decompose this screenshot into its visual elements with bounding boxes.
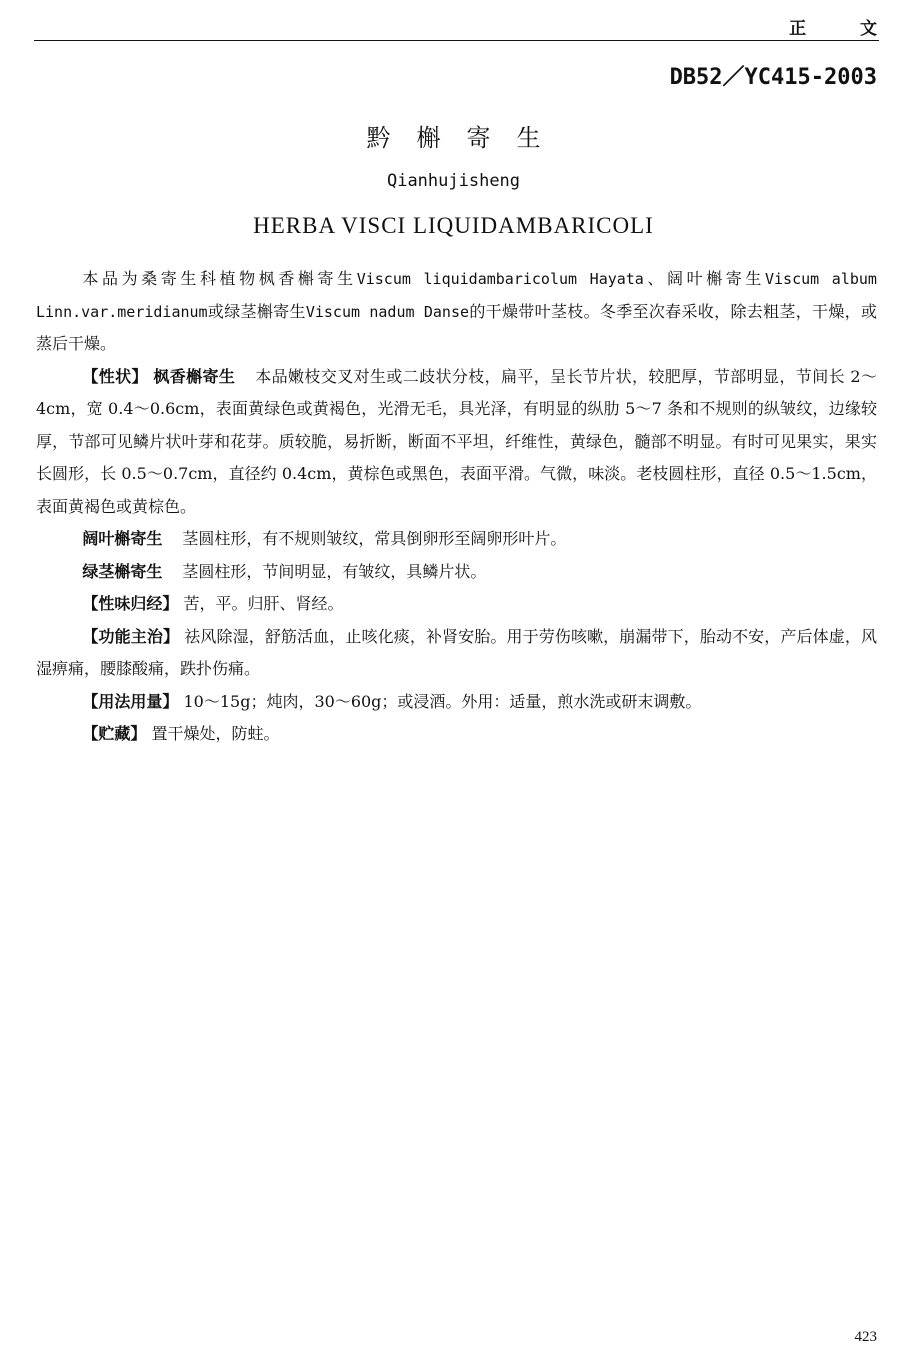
- storage-text: 置干燥处，防蛀。: [151, 724, 280, 743]
- broadleaf-paragraph: [36, 523, 877, 556]
- intro-text-2: 、阔叶槲寄生: [643, 269, 765, 288]
- greenstem-paragraph: [36, 556, 877, 589]
- characters-term: 枫香槲寄生: [153, 366, 236, 386]
- monograph-body: [36, 263, 877, 751]
- usage-paragraph: [36, 686, 877, 719]
- storage-label: 【贮藏】: [82, 724, 147, 743]
- nature-text: 苦，平。归肝、肾经。: [183, 594, 344, 613]
- intro-paragraph: [36, 263, 877, 361]
- functions-text: 祛风除湿，舒筋活血，止咳化痰，补肾安胎。用于劳伤咳嗽，崩漏带下，胎动不安，产后体虚，风湿痹痛，腰膝酸痛，跌扑伤痛。: [36, 626, 877, 678]
- monograph-title-chinese: 黔槲寄生: [366, 124, 567, 152]
- characters-label: 【性状】: [82, 366, 148, 386]
- running-header-section: 正 文: [789, 19, 901, 39]
- usage-label: 【用法用量】: [82, 691, 179, 711]
- usage-text: 10～15g；炖肉，30～60g；或浸酒。外用：适量，煎水洗或研末调敷。: [183, 691, 702, 711]
- intro-text-4: 的干燥带叶茎枝。冬季至次春采收，除去粗茎，干燥，或蒸后干燥。: [36, 301, 877, 353]
- latin-name-2: Viscum album Linn.var.meridianum: [36, 270, 877, 321]
- greenstem-term: 绿茎槲寄生: [82, 561, 163, 581]
- latin-name-3: Viscum nadum Danse: [305, 302, 470, 321]
- standard-number: DB52／YC415-2003: [669, 65, 877, 90]
- characters-text: 本品嫩枝交叉对生或二歧状分枝，扁平，呈长节片状，较肥厚，节部明显，节间长 2～4cm，宽 0.4～0.6cm，表面黄绿色或黄褐色，光滑无毛，具光泽，有明显的纵肋 5～7 条和不规则的纵皱纹，边缘较厚，节部可见鳞片状叶芽和花芽。质较脆，易折断，断面不平坦，纤维性，黄绿色，髓部不明显。有时可见果实，果实长圆形，长 0.5～0.7cm，直径约 0.4cm，黄棕色或黑色，表面平滑。气微，味淡。老枝圆柱形，直径 0.5～1.5cm，表面黄褐色或黄棕色。: [36, 366, 877, 516]
- latin-name-1: Viscum liquidambaricolum Hayata: [356, 270, 644, 288]
- broadleaf-text: 茎圆柱形，有不规则皱纹，常具倒卵形至阔卵形叶片。: [182, 529, 567, 548]
- page-number: 423: [854, 1329, 877, 1345]
- broadleaf-term: 阔叶槲寄生: [82, 529, 163, 548]
- nature-paragraph: [36, 588, 877, 621]
- monograph-title-pinyin: Qianhujisheng: [386, 171, 521, 191]
- storage-paragraph: [36, 718, 877, 751]
- intro-text-1: 本品为桑寄生科植物枫香槲寄生: [82, 269, 357, 288]
- functions-paragraph: [36, 621, 877, 686]
- nature-label: 【性味归经】: [82, 594, 179, 613]
- functions-label: 【功能主治】: [82, 626, 180, 646]
- monograph-title-latin: HERBA VISCI LIQUIDAMBARICOLI: [253, 213, 654, 238]
- characters-paragraph: [36, 361, 877, 524]
- header-rule: [34, 40, 879, 41]
- intro-text-3: 或绿茎槲寄生: [207, 301, 306, 321]
- greenstem-text: 茎圆柱形，节间明显，有皱纹，具鳞片状。: [182, 561, 487, 581]
